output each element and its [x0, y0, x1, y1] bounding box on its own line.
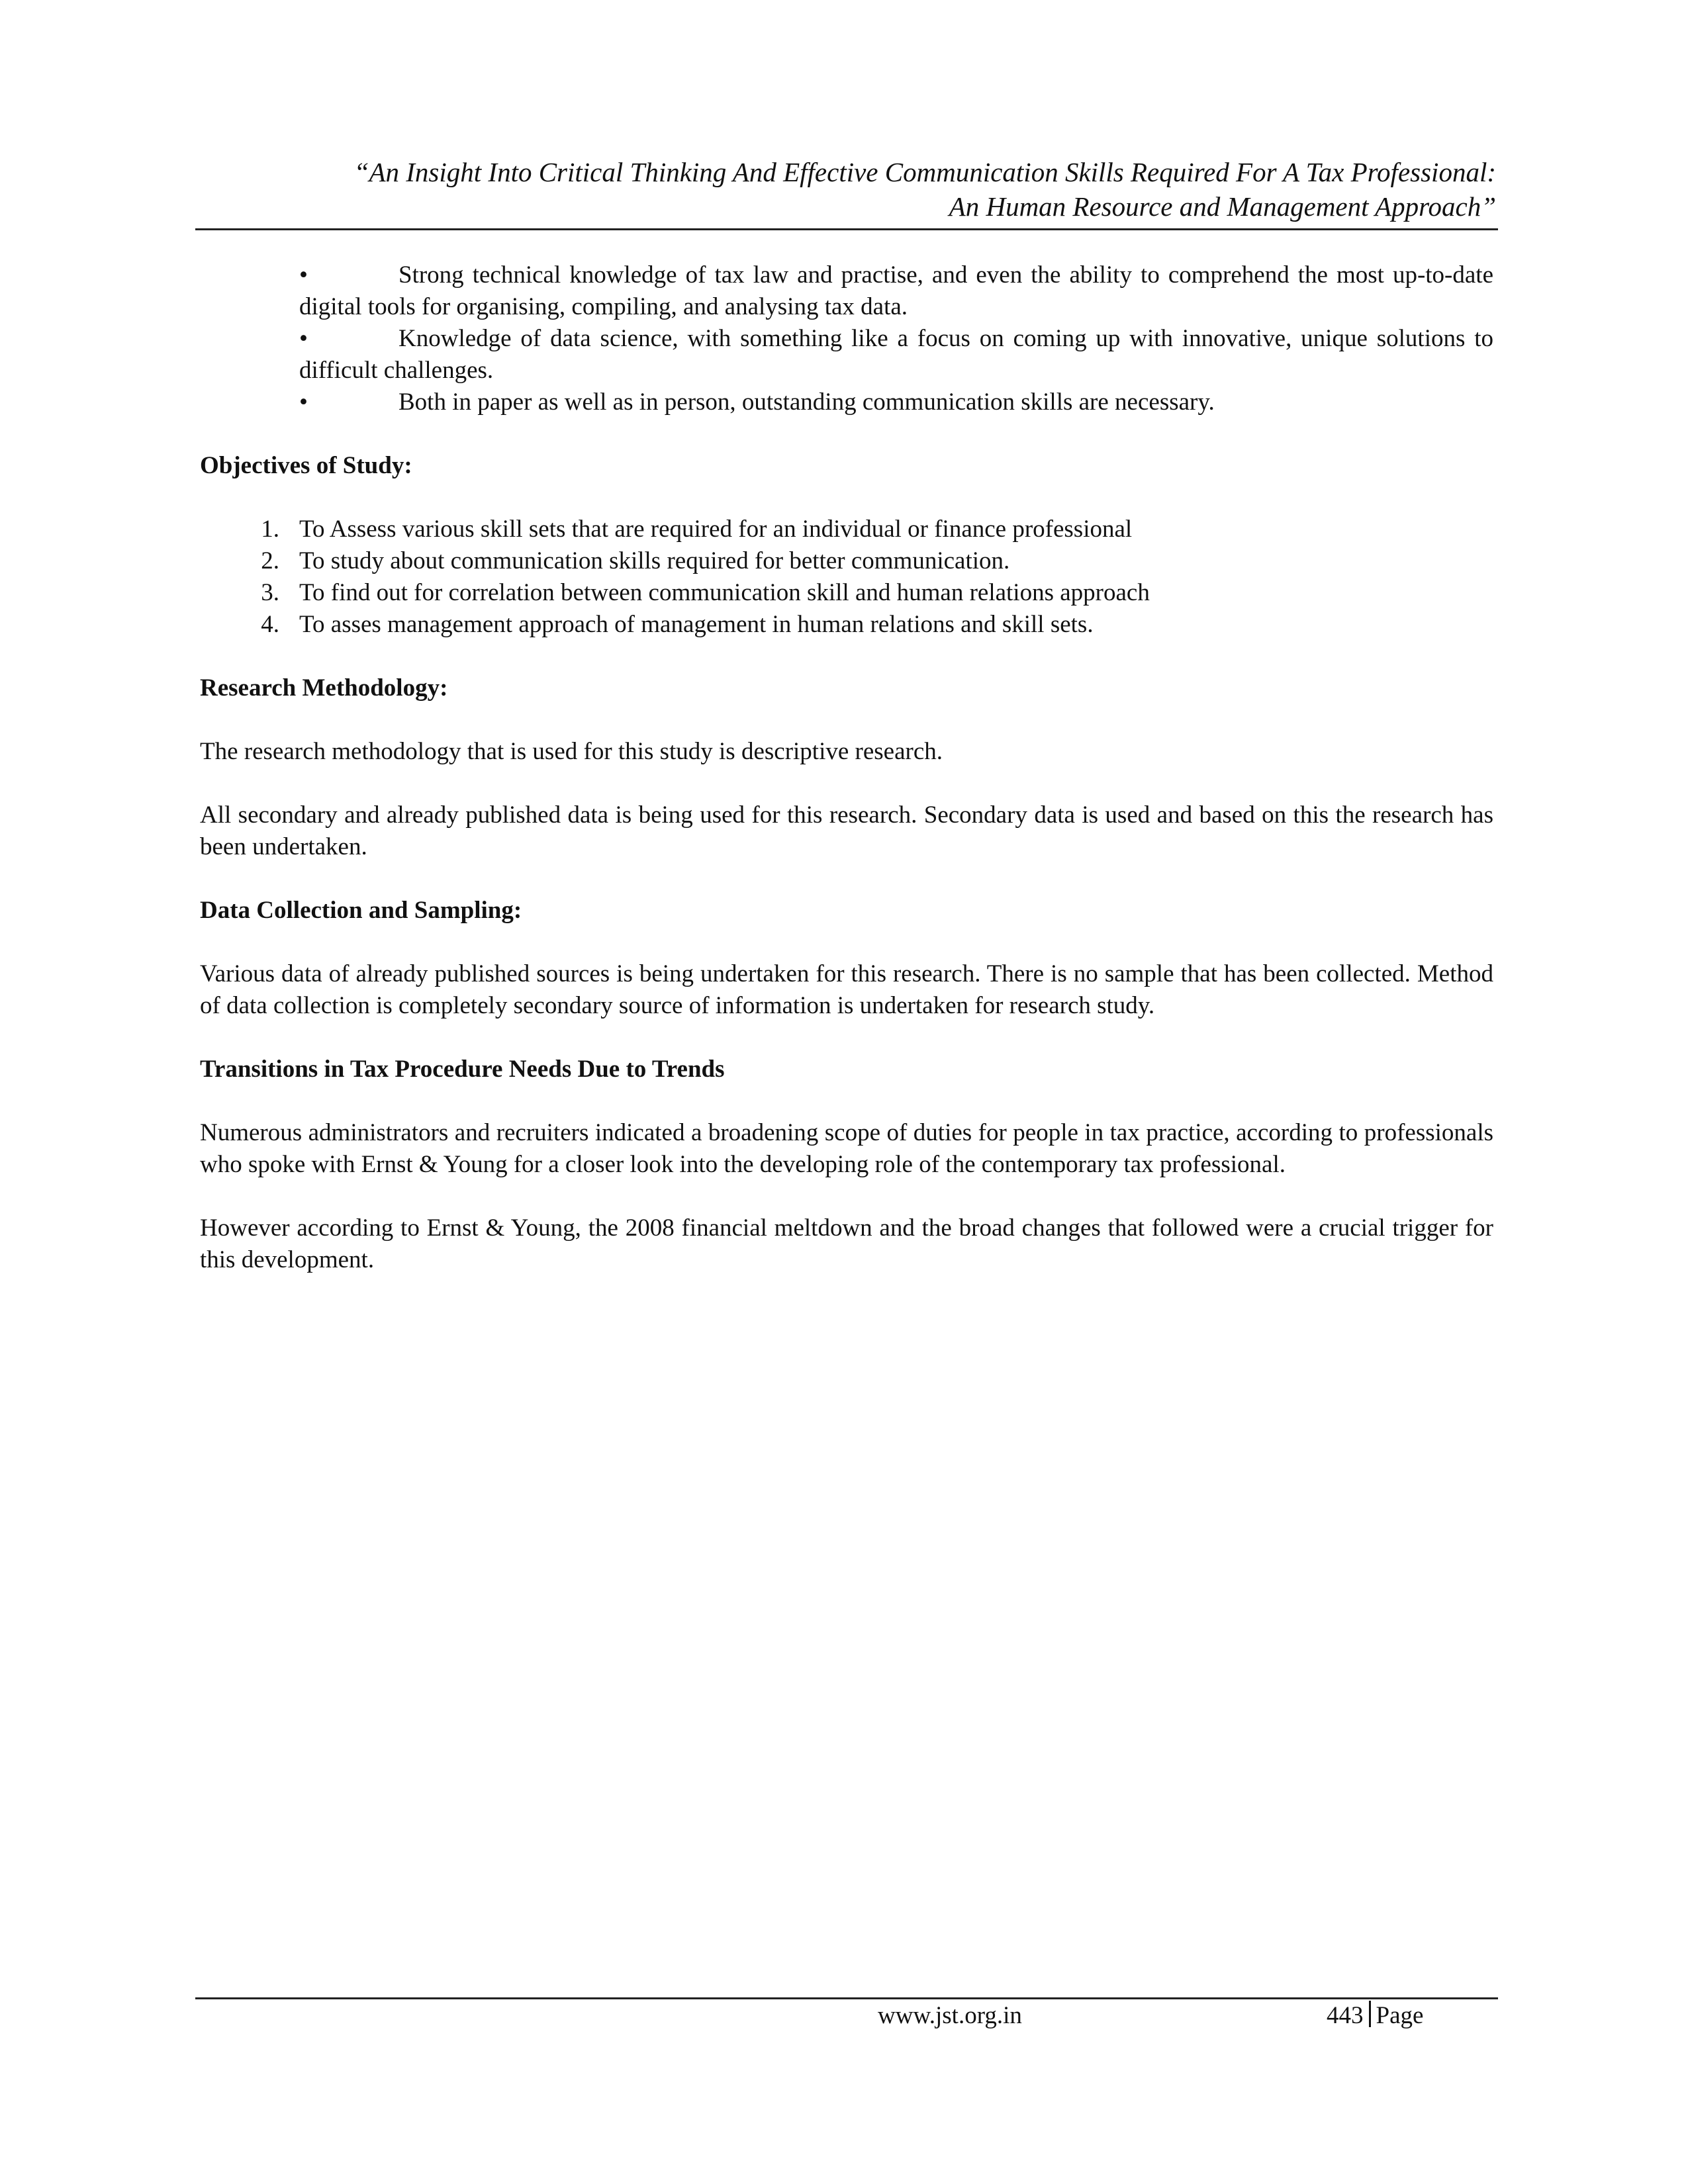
bullet-marker: •	[299, 325, 308, 352]
data-collection-heading: Data Collection and Sampling:	[200, 897, 522, 924]
objectives-list	[200, 514, 1493, 641]
footer-url: www.jst.org.in	[878, 2002, 1022, 2029]
bullet-marker: •	[299, 388, 308, 416]
page-number	[1327, 2000, 1423, 2032]
bullet-list	[299, 259, 1493, 418]
running-header	[195, 155, 1496, 224]
bullet-text: Knowledge of data science, with something like a focus on coming up with innovative, unique solutions to difficult challenges.	[299, 325, 1493, 384]
footer-rule	[195, 1997, 1498, 1999]
paragraph: All secondary and already published data is being used for this research. Secondary data is used and based on this the research has been undertaken.	[200, 801, 1493, 860]
page-body	[200, 259, 1493, 1308]
list-number: 3.	[261, 579, 279, 606]
list-text: To find out for correlation between communication skill and human relations approach	[299, 579, 1150, 606]
running-header-line-2: An Human Resource and Management Approach”	[949, 191, 1496, 222]
bullet-item	[299, 323, 1493, 387]
list-item	[200, 609, 1493, 641]
bullet-text: Both in paper as well as in person, outstanding communication skills are necessary.	[399, 388, 1215, 416]
list-text: To Assess various skill sets that are required for an individual or finance professional	[299, 516, 1133, 543]
list-number: 4.	[261, 611, 279, 638]
bullet-marker: •	[299, 261, 308, 289]
list-item	[200, 545, 1493, 577]
list-number: 1.	[261, 516, 279, 543]
list-text: To study about communication skills required for better communication.	[299, 547, 1010, 574]
objectives-heading: Objectives of Study:	[200, 452, 412, 479]
running-header-line-1: “An Insight Into Critical Thinking And Effective Communication Skills Required For A Tax Professional:	[353, 157, 1496, 187]
bullet-item	[299, 387, 1493, 418]
page-number-value: 443	[1327, 2002, 1364, 2029]
list-item	[200, 514, 1493, 545]
paragraph: The research methodology that is used for this study is descriptive research.	[200, 738, 943, 765]
research-methodology-heading: Research Methodology:	[200, 674, 448, 702]
list-number: 2.	[261, 547, 279, 574]
header-rule	[195, 228, 1498, 230]
bullet-item	[299, 259, 1493, 323]
paragraph: Various data of already published sources is being undertaken for this research. There is no sample that has been collected. Method of data collection is completely secondary source of information is undertaken for research study.	[200, 960, 1493, 1019]
transitions-heading: Transitions in Tax Procedure Needs Due to Trends	[200, 1056, 725, 1083]
paragraph: Numerous administrators and recruiters indicated a broadening scope of duties for people in tax practice, according to professionals who spoke with Ernst & Young for a closer look into the developing role of the contemporary tax professional.	[200, 1119, 1493, 1178]
list-item	[200, 577, 1493, 609]
page-separator	[1369, 2001, 1371, 2027]
paragraph: However according to Ernst & Young, the 2008 financial meltdown and the broad changes that followed were a crucial trigger for this development.	[200, 1214, 1493, 1273]
page-label: Page	[1376, 2002, 1424, 2029]
bullet-text: Strong technical knowledge of tax law and practise, and even the ability to comprehend the most up-to-date digital tools for organising, compiling, and analysing tax data.	[299, 261, 1493, 320]
list-text: To asses management approach of management in human relations and skill sets.	[299, 611, 1094, 638]
